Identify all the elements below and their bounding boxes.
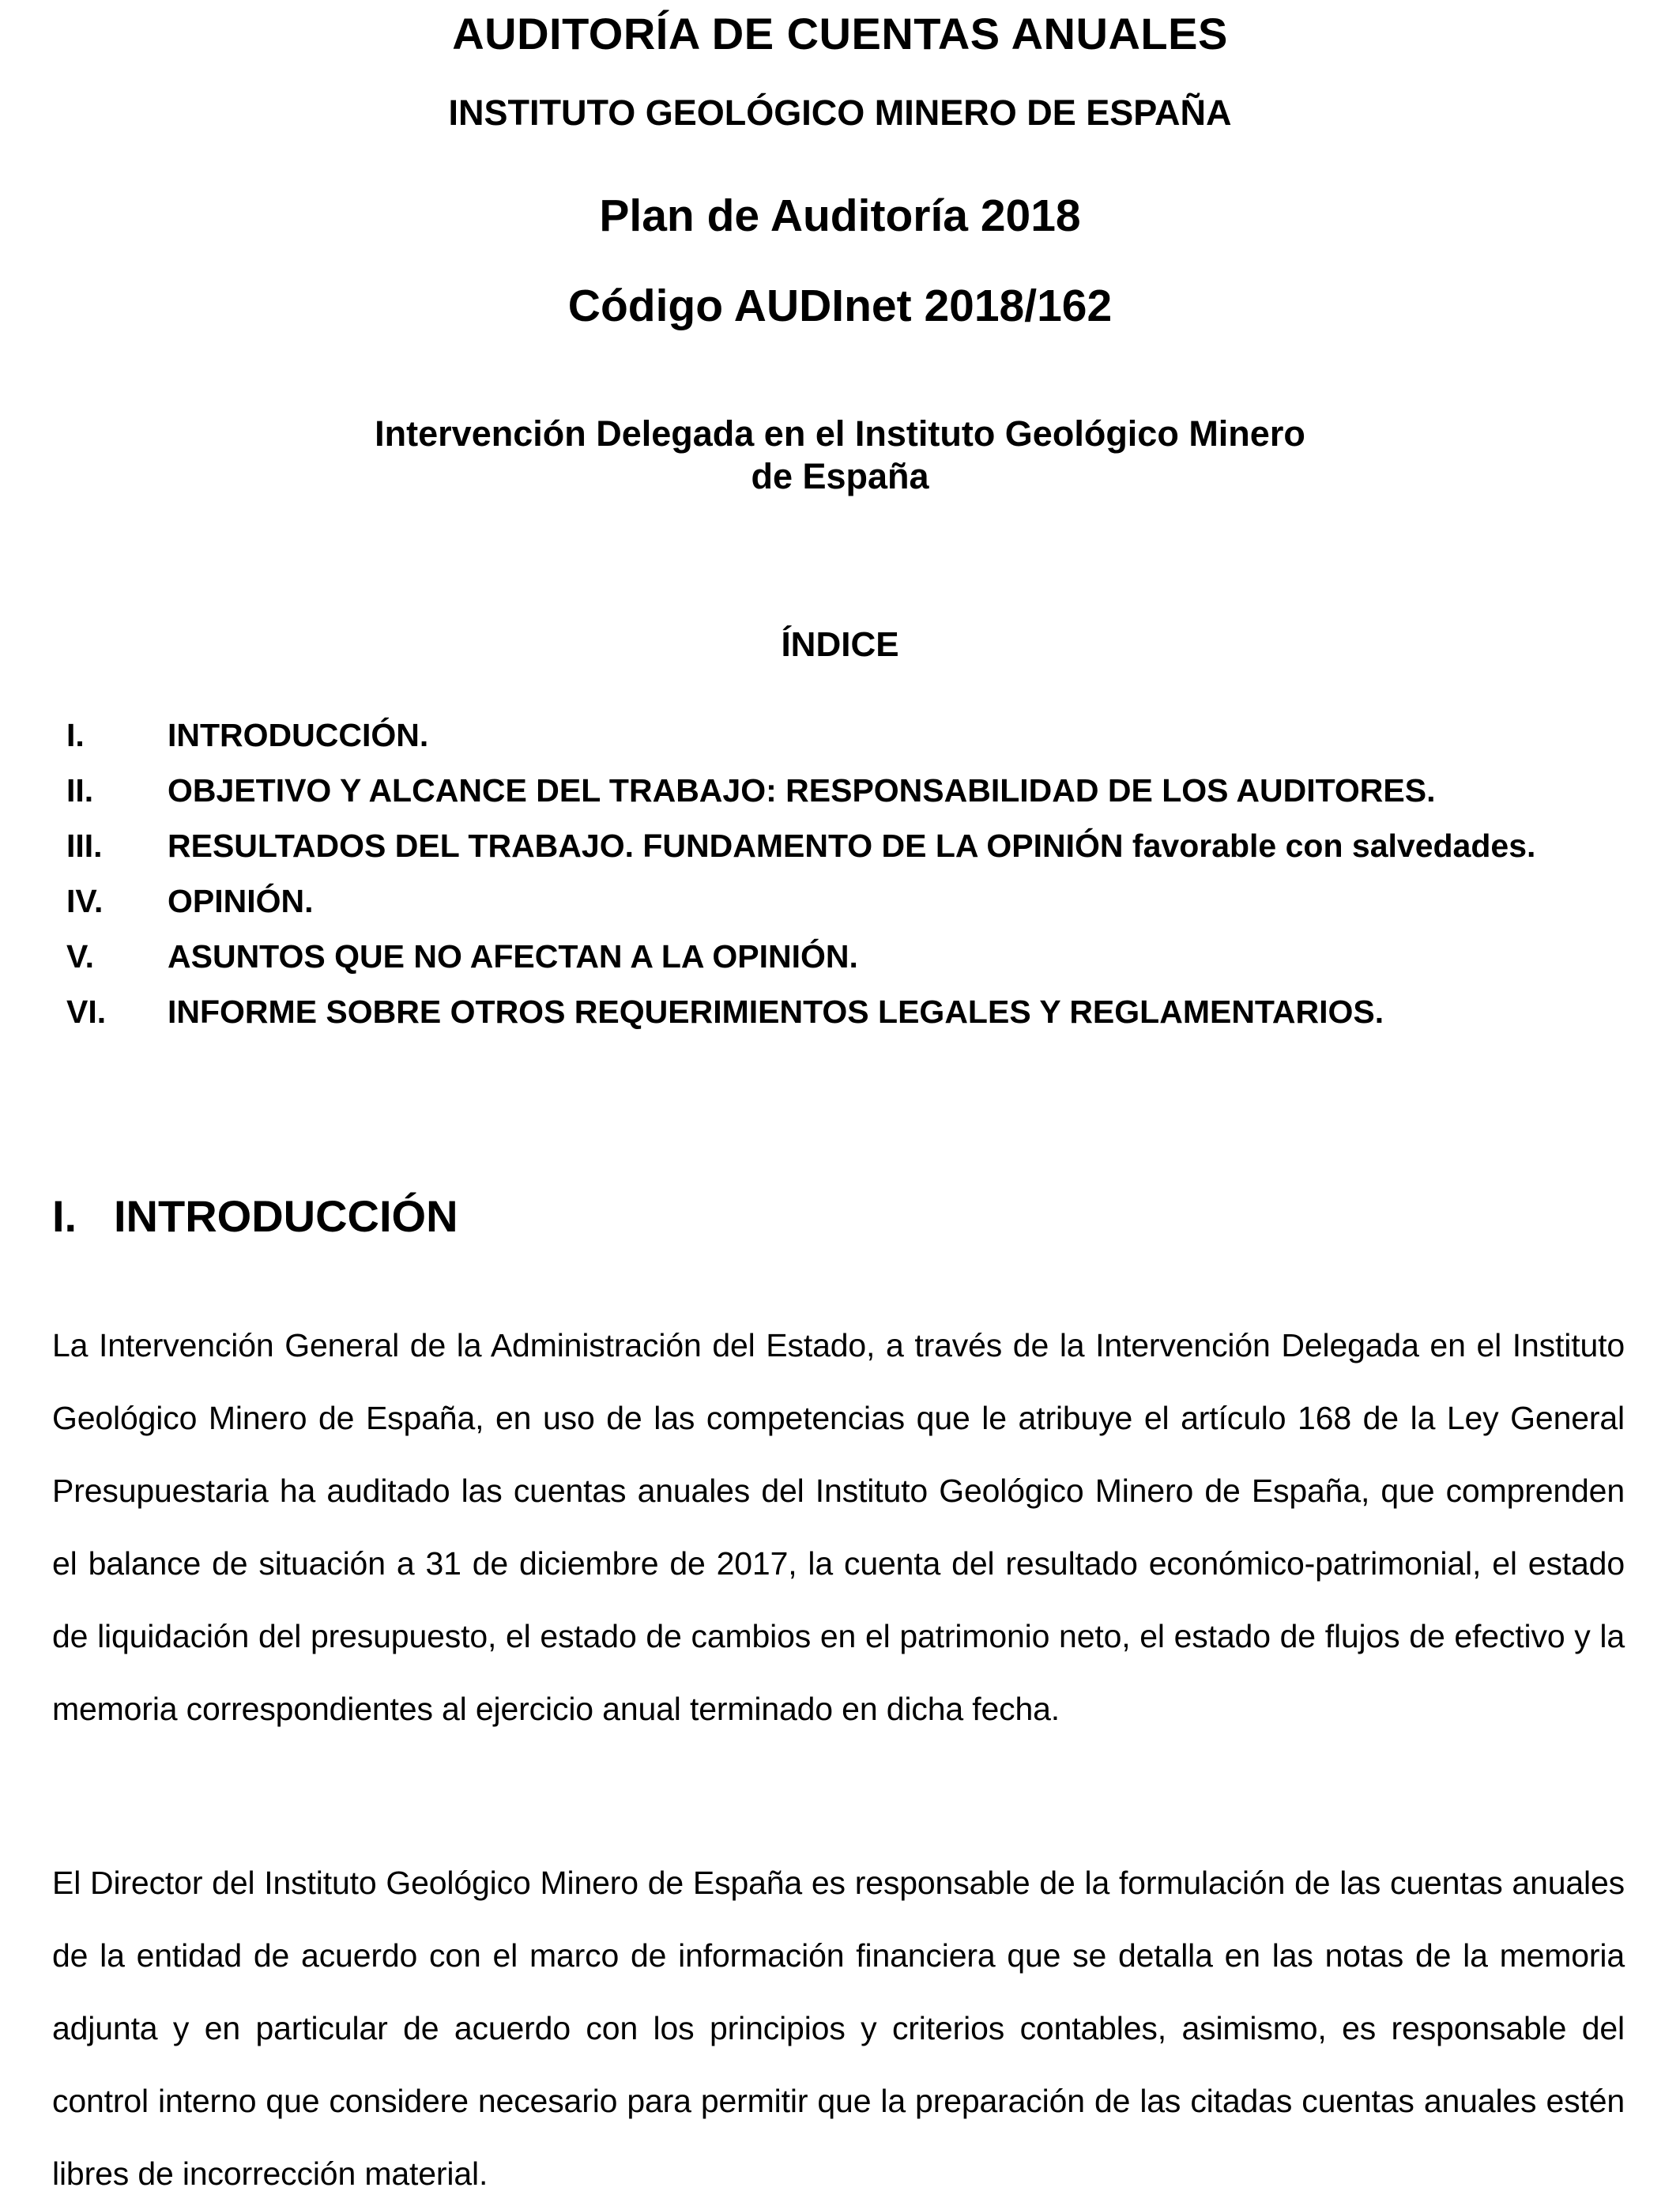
toc-item-4[interactable] bbox=[0, 879, 1680, 934]
toc-item-number: III. bbox=[66, 828, 103, 864]
toc-item-number: IV. bbox=[66, 883, 104, 919]
intervention-unit bbox=[0, 413, 1680, 498]
intro-paragraph-1: La Intervención General de la Administración del Estado, a través de la Intervención Delegada en el Instituto Geológico Minero de España, en uso de las competencias que le atribuye el artículo 168 de la Ley General Presupuestaria ha auditado las cuentas anuales del Instituto Geológico Minero de España, que comprenden el balance de situación a 31 de diciembre de 2017, la cuenta del resultado económico-patrimonial, el estado de liquidación del presupuesto, el estado de cambios en el patrimonio neto, el estado de flujos de efectivo y la memoria correspondientes al ejercicio anual terminado en dicha fecha. bbox=[52, 1327, 1625, 1727]
toc-item-number: II. bbox=[66, 772, 94, 809]
institution-name: INSTITUTO GEOLÓGICO MINERO DE ESPAÑA bbox=[448, 92, 1232, 133]
toc-item-title: INFORME SOBRE OTROS REQUERIMIENTOS LEGALES Y REGLAMENTARIOS. bbox=[168, 994, 1384, 1030]
toc-item-number: VI. bbox=[66, 994, 107, 1030]
toc-item-number: V. bbox=[66, 938, 94, 975]
section-number: I. bbox=[52, 1191, 77, 1241]
toc-item-5[interactable] bbox=[0, 934, 1680, 990]
section-heading-introduccion bbox=[52, 1189, 458, 1244]
intervention-line-2: de España bbox=[751, 456, 929, 496]
toc-item-2[interactable] bbox=[0, 768, 1680, 824]
toc-item-title: INTRODUCCIÓN. bbox=[168, 717, 429, 753]
intro-paragraph-2: El Director del Instituto Geológico Minero de España es responsable de la formulación de las cuentas anuales de la entidad de acuerdo con el marco de información financiera que se detalla en las notas de la memoria adjunta y en particular de acuerdo con los principios y criterios contables, asimismo, es responsable del control interno que considere necesario para permitir que la preparación de las citadas cuentas anuales estén libres de incorrección material. bbox=[52, 1865, 1625, 2192]
index-heading: ÍNDICE bbox=[781, 625, 899, 664]
toc-item-title: RESULTADOS DEL TRABAJO. FUNDAMENTO DE LA OPINIÓN favorable con salvedades. bbox=[168, 828, 1536, 864]
document-title: AUDITORÍA DE CUENTAS ANUALES bbox=[452, 9, 1228, 58]
intervention-line-1: Intervención Delegada en el Instituto Geológico Minero bbox=[375, 413, 1305, 454]
toc-item-title: ASUNTOS QUE NO AFECTAN A LA OPINIÓN. bbox=[168, 938, 858, 975]
toc-item-3[interactable] bbox=[0, 824, 1680, 879]
section-title: INTRODUCCIÓN bbox=[114, 1191, 458, 1241]
audit-plan: Plan de Auditoría 2018 bbox=[599, 190, 1081, 241]
audit-code: Código AUDInet 2018/162 bbox=[567, 281, 1113, 331]
toc-item-1[interactable] bbox=[0, 713, 1680, 768]
toc-item-number: I. bbox=[66, 717, 85, 753]
toc-item-6[interactable] bbox=[0, 990, 1680, 1045]
toc-item-title: OPINIÓN. bbox=[168, 883, 314, 919]
table-of-contents bbox=[0, 713, 1680, 1045]
toc-item-title: OBJETIVO Y ALCANCE DEL TRABAJO: RESPONSABILIDAD DE LOS AUDITORES. bbox=[168, 772, 1436, 809]
